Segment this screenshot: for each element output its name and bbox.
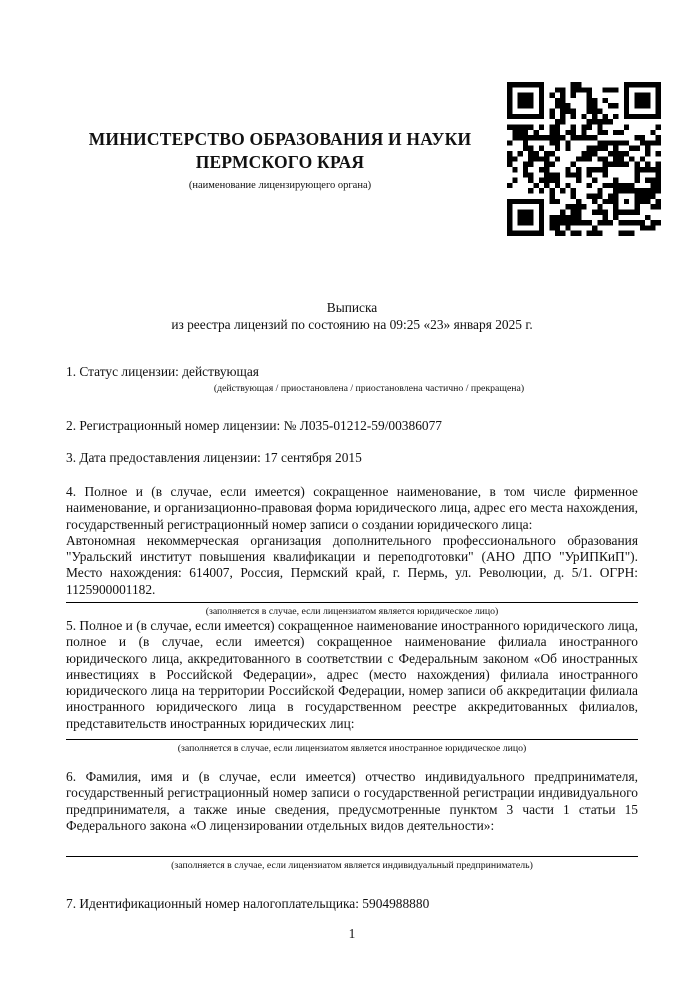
license-status-text: 1. Статус лицензии: действующая: [66, 364, 259, 379]
ministry-name-line1: МИНИСТЕРСТВО ОБРАЗОВАНИЯ И НАУКИ: [88, 129, 472, 149]
legal-entity-underline: [66, 602, 638, 603]
item-license-grant-date: [66, 450, 638, 466]
qr-code: [507, 82, 661, 236]
individual-entrepreneur-underline: [66, 856, 638, 857]
item-registration-number: [66, 418, 638, 434]
foreign-legal-entity-caption: (заполняется в случае, если лицензиатом является иностранное юридическое лицо): [177, 743, 527, 755]
item-taxpayer-id: [66, 896, 638, 912]
licensing-authority-header: [64, 128, 496, 192]
item-license-status: [66, 364, 638, 395]
qr-code-image: [507, 82, 661, 236]
registration-number-text: 2. Регистрационный номер лицензии: № Л035-01212-59/00386077: [66, 418, 442, 433]
legal-entity-value: Автономная некоммерческая организация дополнительного профессионального образования "Уральский институт повышения квалификации и переподготовки" (АНО ДПО "УрИПКиП"). Место нахождения: 614007, Россия, Пермский край, г. Пермь, ул. Революции, д. 5/1. ОГРН: 1125900001182.: [66, 532, 638, 597]
document-title-line2: из реестра лицензий по состоянию на 09:25 «23» января 2025 г.: [171, 316, 533, 332]
ministry-name-line2: ПЕРМСКОГО КРАЯ: [195, 152, 365, 172]
license-grant-date-text: 3. Дата предоставления лицензии: 17 сентября 2015: [66, 450, 362, 465]
document-title: [66, 300, 638, 333]
license-status-caption: (действующая / приостановлена / приостановлена частично / прекращена): [213, 383, 525, 395]
page-number: 1: [348, 926, 356, 941]
individual-entrepreneur-caption: (заполняется в случае, если лицензиатом является индивидуальный предприниматель): [171, 860, 533, 872]
individual-entrepreneur-label: 6. Фамилия, имя и (в случае, если имеется) отчество индивидуального предпринимателя, государственный регистрационный номер записи о государственной регистрации индивидуального предпринимателя, а также иные сведения, предусмотренные пунктом 3 части 1 статьи 15 Федерального закона «О лицензировании отдельных видов деятельности»:: [66, 769, 638, 833]
foreign-legal-entity-underline: [66, 739, 638, 740]
ministry-caption: (наименование лицензирующего органа): [188, 180, 372, 191]
document-title-line1: Выписка: [326, 300, 378, 315]
legal-entity-caption: (заполняется в случае, если лицензиатом является юридическое лицо): [205, 606, 499, 618]
legal-entity-label: 4. Полное и (в случае, если имеется) сокращенное наименование, в том числе фирменное наименование, и организационно-правовая форма юридического лица, адрес его места нахождения, государственный регистрационный номер записи о создании юридического лица:: [66, 484, 638, 532]
item-legal-entity: [66, 484, 638, 618]
foreign-legal-entity-label: 5. Полное и (в случае, если имеется) сокращенное наименование иностранного юридического лица, полное и (в случае, если имеется) сокращенное наименование филиала иностранного юридического лица, аккредитованного в соответствии с Федеральным законом «Об иностранных инвестициях в Российской Федерации», адрес (место нахождения) филиала иностранного юридического лица на территории Российской Федерации, номер записи об аккредитации филиала иностранного юридического лица в государственном реестре аккредитованных филиалов, представительств иностранных юридических лиц:: [66, 618, 638, 731]
item-individual-entrepreneur: [66, 769, 638, 872]
item-foreign-legal-entity: [66, 618, 638, 755]
taxpayer-id-text: 7. Идентификационный номер налогоплательщика: 5904988880: [66, 896, 430, 911]
